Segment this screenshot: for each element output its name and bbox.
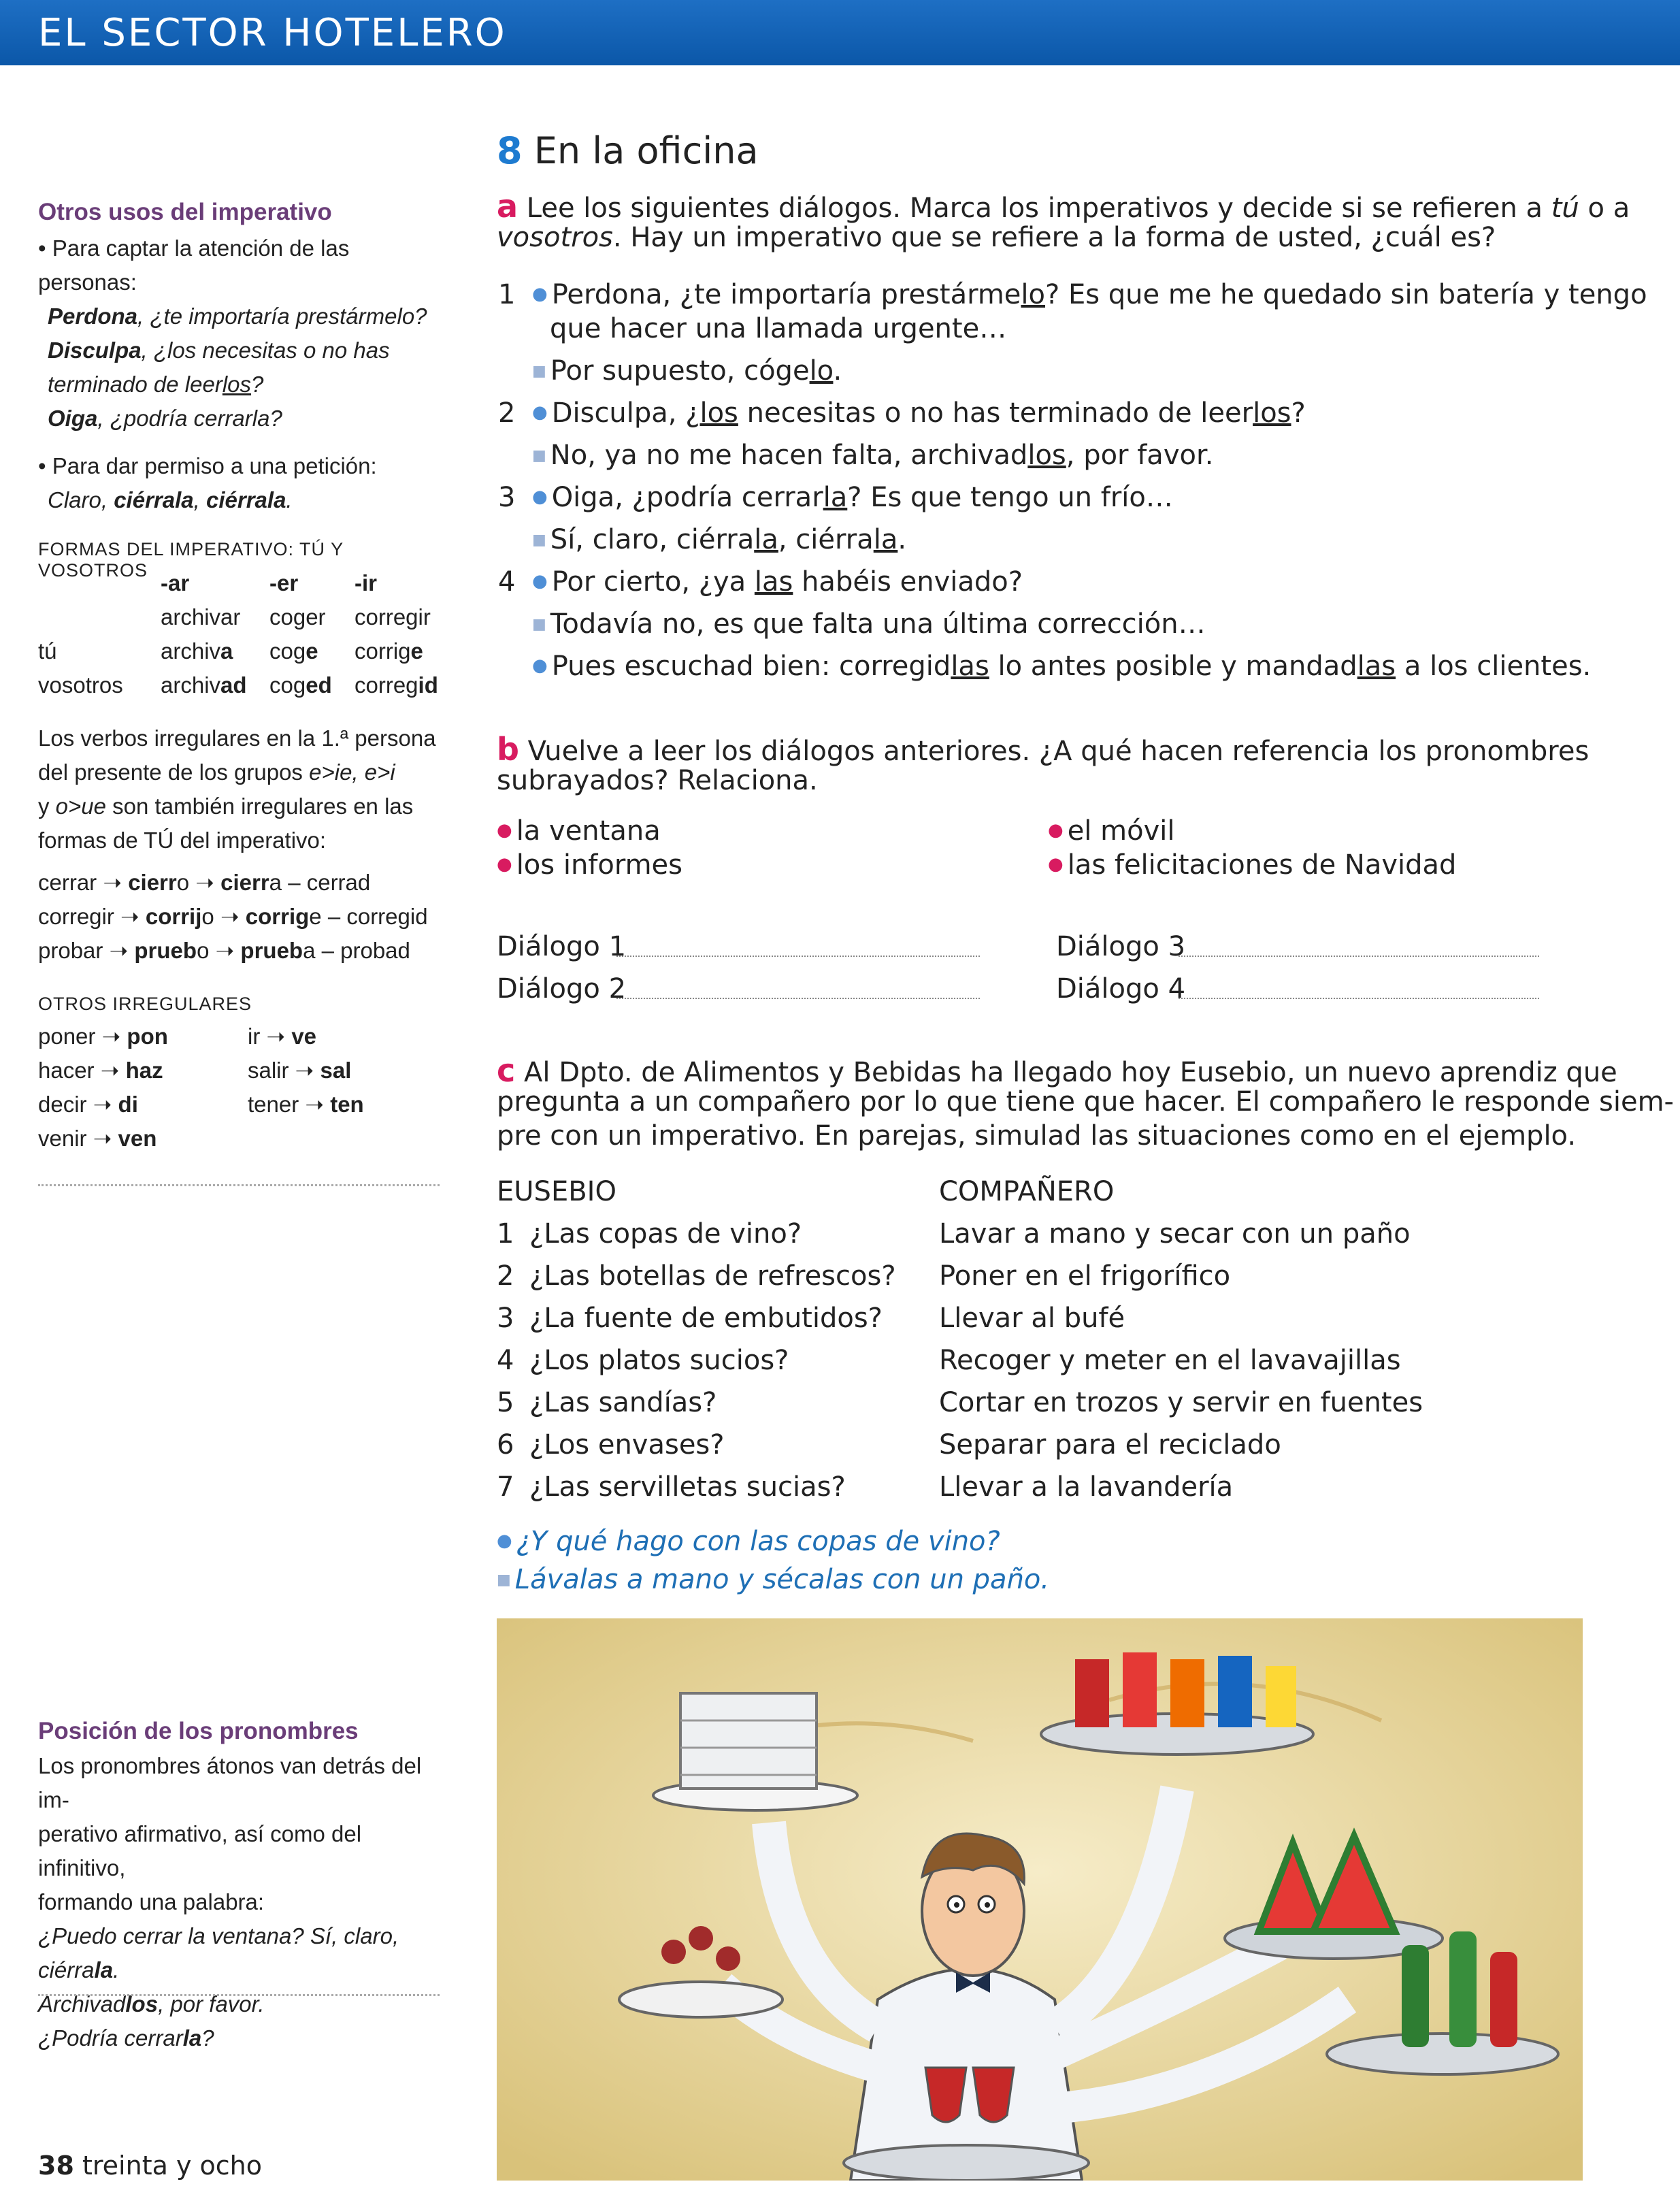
situation-question: ¿Las sandías? xyxy=(529,1387,717,1418)
verb-pair: venir ➝ ven xyxy=(38,1126,157,1151)
dialog-reply: ■ Sí, claro, ciérrala, ciérrala. xyxy=(532,524,907,555)
sidebar-example: Perdona, ¿te importaría prestármelo? xyxy=(48,304,427,329)
answer-blank[interactable] xyxy=(616,956,980,957)
situation-number: 3 xyxy=(497,1303,514,1334)
sidebar-heading: Otros usos del imperativo xyxy=(38,199,332,225)
table-cell: coger xyxy=(269,604,326,630)
situation-number: 6 xyxy=(497,1429,514,1460)
dialog-line: que hacer una llamada urgente… xyxy=(550,313,1007,344)
divider xyxy=(38,1994,440,1996)
sidebar-example: Claro, ciérrala, ciérrala. xyxy=(48,487,293,512)
situation-number: 7 xyxy=(497,1471,514,1503)
waiter-illustration xyxy=(497,1618,1583,2181)
dialog-answer-label: Diálogo 3 xyxy=(1056,931,1186,962)
dialog-line: ● Oiga, ¿podría cerrarla? Es que tengo un frío… xyxy=(532,482,1173,513)
dialog-line: ● Por cierto, ¿ya las habéis enviado? xyxy=(532,566,1023,598)
verb-pair: ir ➝ ve xyxy=(248,1024,317,1049)
section-title: 8 En la oficina xyxy=(497,129,759,172)
dialog-reply: ■ No, ya no me hacen falta, archivadlos, por favor. xyxy=(532,440,1214,471)
sidebar-example: ¿Puedo cerrar la ventana? Sí, claro, ciérrala. xyxy=(38,1923,399,1982)
sidebar-text: y o>ue son también irregulares en las xyxy=(38,794,414,819)
dialog-answer-label: Diálogo 2 xyxy=(497,973,627,1005)
verb-pair: poner ➝ pon xyxy=(38,1024,168,1049)
verb-pair: hacer ➝ haz xyxy=(38,1058,163,1083)
verb-row: probar ➝ pruebo ➝ prueba – probad xyxy=(38,938,410,963)
option-item: ● los informes xyxy=(497,849,683,881)
option-item: ● las felicitaciones de Navidad xyxy=(1048,849,1457,881)
arrow-icon: ➝ xyxy=(103,870,122,895)
sidebar-text: • Para dar permiso a una petición: xyxy=(38,453,377,478)
column-header: EUSEBIO xyxy=(497,1176,616,1207)
otros-irregulares-heading: OTROS IRREGULARES xyxy=(38,994,252,1014)
part-b-instruction: b Vuelve a leer los diálogos anteriores. ¿A qué hacen referencia los pronombres xyxy=(497,731,1590,768)
example-answer: ■ Lávalas a mano y sécalas con un paño. xyxy=(497,1564,1050,1595)
sidebar-text: formas de TÚ del imperativo: xyxy=(38,828,327,853)
sidebar-text: • Para captar la atención de las personas: xyxy=(38,235,350,295)
situation-number: 2 xyxy=(497,1260,514,1292)
part-c-instruction: pregunta a un compañero por lo que tiene que hacer. El compañero le responde siem- xyxy=(497,1086,1674,1117)
part-c-instruction: pre con un imperativo. En parejas, simulad las situaciones como en el ejemplo. xyxy=(497,1120,1577,1152)
arrow-icon: ➝ xyxy=(109,938,129,963)
page-header-title: EL SECTOR HOTELERO xyxy=(38,11,507,55)
dialog-line: ● Disculpa, ¿los necesitas o no has terminado de leerlos? xyxy=(532,397,1306,429)
dialog-answer-label: Diálogo 1 xyxy=(497,931,627,962)
dialog-line: ● Pues escuchad bien: corregidlas lo antes posible y mandadlas a los clientes. xyxy=(532,651,1592,682)
part-a-instruction: vosotros. Hay un imperativo que se refiere a la forma de usted, ¿cuál es? xyxy=(497,222,1496,253)
dialog-number: 2 xyxy=(498,397,516,429)
table-cell: -ar xyxy=(161,570,190,595)
verb-row: cerrar ➝ cierro ➝ cierra – cerrad xyxy=(38,870,371,895)
table-cell: tú xyxy=(38,638,57,664)
situation-number: 4 xyxy=(497,1345,514,1376)
table-cell: -er xyxy=(269,570,299,595)
sidebar-otros-usos xyxy=(38,199,440,517)
column-header: COMPAÑERO xyxy=(939,1176,1115,1207)
sidebar-text: perativo afirmativo, así como del infinitivo, xyxy=(38,1821,362,1880)
sidebar-example: terminado de leerlos? xyxy=(48,372,264,397)
dialog-number: 1 xyxy=(498,279,516,310)
situation-question: ¿Los platos sucios? xyxy=(529,1345,789,1376)
arrow-icon: ➝ xyxy=(195,870,214,895)
table-cell: -ir xyxy=(355,570,377,595)
table-cell: archiva xyxy=(161,638,233,664)
answer-blank[interactable] xyxy=(1179,956,1539,957)
situation-answer: Recoger y meter en el lavavajillas xyxy=(939,1345,1401,1376)
situation-answer: Llevar a la lavandería xyxy=(939,1471,1234,1503)
arrow-icon: ➝ xyxy=(215,938,235,963)
formas-heading: FORMAS DEL IMPERATIVO: TÚ Y VOSOTROS xyxy=(38,539,344,581)
situation-answer: Cortar en trozos y servir en fuentes xyxy=(939,1387,1423,1418)
situation-answer: Poner en el frigorífico xyxy=(939,1260,1231,1292)
sidebar-heading: Posición de los pronombres xyxy=(38,1718,359,1744)
sidebar-posicion xyxy=(38,1718,440,2055)
sidebar-text: Los pronombres átonos van detrás del im- xyxy=(38,1753,422,1812)
situation-answer: Separar para el reciclado xyxy=(939,1429,1281,1460)
divider xyxy=(38,1184,440,1186)
option-item: ● la ventana xyxy=(497,815,661,847)
situation-question: ¿Las servilletas sucias? xyxy=(529,1471,846,1503)
dialog-reply: ■ Por supuesto, cógelo. xyxy=(532,355,842,387)
situation-question: ¿La fuente de embutidos? xyxy=(529,1303,883,1334)
situation-number: 1 xyxy=(497,1218,514,1250)
table-cell: vosotros xyxy=(38,672,123,698)
verb-pair: salir ➝ sal xyxy=(248,1058,352,1083)
verb-pair: tener ➝ ten xyxy=(248,1092,364,1117)
table-cell: coged xyxy=(269,672,332,698)
answer-blank[interactable] xyxy=(616,998,980,999)
verb-row: corregir ➝ corrijo ➝ corrige – corregid xyxy=(38,904,428,929)
dialog-number: 3 xyxy=(498,482,516,513)
verb-pair: decir ➝ di xyxy=(38,1092,138,1117)
irregulares-note xyxy=(38,721,440,968)
situation-question: ¿Las copas de vino? xyxy=(529,1218,802,1250)
table-cell: archivad xyxy=(161,672,247,698)
waiter-illustration-svg xyxy=(497,1618,1583,2181)
sidebar-text: del presente de los grupos e>ie, e>i xyxy=(38,760,395,785)
example-question: ● ¿Y qué hago con las copas de vino? xyxy=(497,1526,1000,1557)
table-cell: corregid xyxy=(355,672,438,698)
page-number: 38 treinta y ocho xyxy=(38,2151,262,2181)
dialog-reply: ■ Todavía no, es que falta una última corrección… xyxy=(532,608,1206,640)
situation-question: ¿Los envases? xyxy=(529,1429,725,1460)
table-cell: coge xyxy=(269,638,318,664)
part-a-instruction: a Lee los siguientes diálogos. Marca los imperativos y decide si se refieren a tú o a xyxy=(497,188,1630,225)
dialog-answer-label: Diálogo 4 xyxy=(1056,973,1186,1005)
dialog-number: 4 xyxy=(498,566,516,598)
part-b-instruction: subrayados? Relaciona. xyxy=(497,765,818,796)
formas-table xyxy=(38,566,446,702)
situation-number: 5 xyxy=(497,1387,514,1418)
table-cell: archivar xyxy=(161,604,241,630)
table-cell: corregir xyxy=(355,604,431,630)
answer-blank[interactable] xyxy=(1179,998,1539,999)
table-cell: corrige xyxy=(355,638,423,664)
sidebar-text: formando una palabra: xyxy=(38,1889,265,1914)
sidebar-text: Los verbos irregulares en la 1.ª persona xyxy=(38,725,436,751)
situation-question: ¿Las botellas de refrescos? xyxy=(529,1260,896,1292)
sidebar-example: Archivadlos, por favor. xyxy=(38,1991,265,2017)
dialog-line: ● Perdona, ¿te importaría prestármelo? Es que me he quedado sin batería y tengo xyxy=(532,279,1647,310)
option-item: ● el móvil xyxy=(1048,815,1175,847)
sidebar-example: Oiga, ¿podría cerrarla? xyxy=(48,406,282,431)
sidebar-example: ¿Podría cerrarla? xyxy=(38,2025,214,2051)
sidebar-example: Disculpa, ¿los necesitas o no has xyxy=(48,338,390,363)
arrow-icon: ➝ xyxy=(120,904,139,929)
situation-answer: Lavar a mano y secar con un paño xyxy=(939,1218,1411,1250)
arrow-icon: ➝ xyxy=(220,904,240,929)
otros-irregulares-table xyxy=(38,1019,446,1156)
situation-answer: Llevar al bufé xyxy=(939,1303,1125,1334)
part-c-instruction: c Al Dpto. de Alimentos y Bebidas ha llegado hoy Eusebio, un nuevo aprendiz que xyxy=(497,1052,1617,1089)
